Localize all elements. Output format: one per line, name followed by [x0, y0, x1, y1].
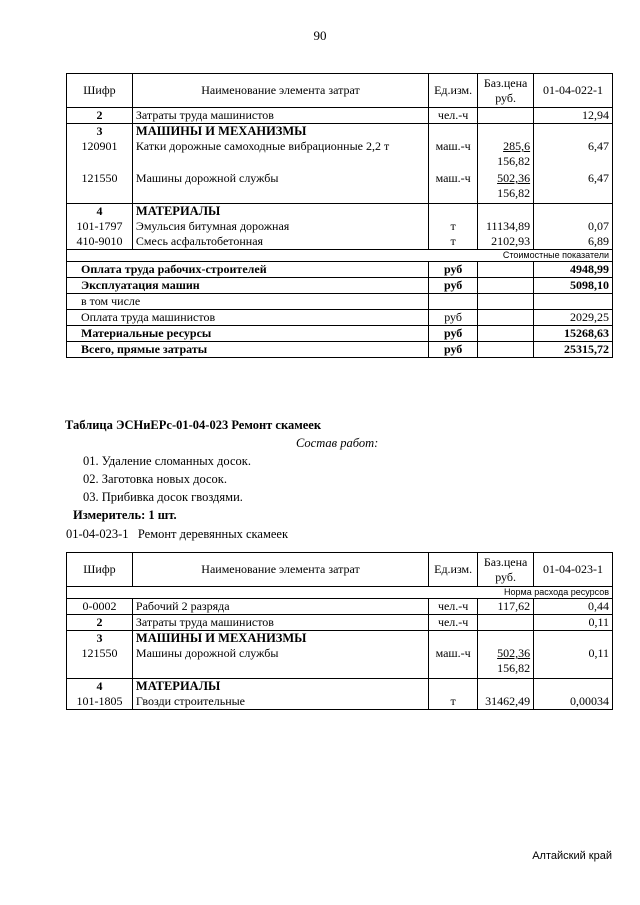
row-price — [478, 646, 534, 679]
table-title: Таблица ЭСНиЕРс-01-04-023 Ремонт скамеек — [65, 418, 322, 432]
price-base: 502,36 — [497, 646, 531, 660]
cost-table-1 — [66, 73, 613, 358]
work-item: 02. Заготовка новых досок. — [83, 472, 228, 486]
table-row — [67, 171, 613, 204]
cost-table-2 — [66, 552, 613, 710]
row-code: 121550 — [67, 646, 133, 679]
total-label: Оплата труда рабочих-строителей — [67, 262, 429, 278]
subheader-row — [67, 250, 613, 262]
header-norm: 01-04-022-1 — [534, 74, 613, 108]
row-price — [478, 108, 534, 124]
table-row — [67, 599, 613, 615]
table-row — [67, 219, 613, 234]
footer-region: Алтайский край — [532, 850, 612, 862]
total-value: 15268,63 — [534, 326, 613, 342]
table-header-row — [67, 553, 613, 587]
row-price — [478, 171, 534, 204]
table-row — [67, 694, 613, 710]
total-row — [67, 262, 613, 278]
row-code: 4 — [67, 679, 133, 695]
row-code: 121550 — [67, 171, 133, 204]
total-label: Материальные ресурсы — [67, 326, 429, 342]
row-value: 6,47 — [534, 139, 613, 171]
row-unit: чел.-ч — [429, 599, 478, 615]
row-unit: т — [429, 694, 478, 710]
section-title: МАТЕРИАЛЫ — [132, 204, 428, 220]
row-price: 11134,89 — [478, 219, 534, 234]
header-unit: Ед.изм. — [429, 74, 478, 108]
total-value: 4948,99 — [534, 262, 613, 278]
row-name: Эмульсия битумная дорожная — [132, 219, 428, 234]
row-value: 0,00034 — [534, 694, 613, 710]
row-value: 0,07 — [534, 219, 613, 234]
row-name: Смесь асфальтобетонная — [132, 234, 428, 250]
row-name: Затраты труда машинистов — [132, 615, 428, 631]
row-code: 120901 — [67, 139, 133, 171]
total-unit: руб — [429, 326, 478, 342]
section-row — [67, 124, 613, 140]
row-code: 2 — [67, 615, 133, 631]
price-base: 502,36 — [497, 171, 531, 185]
total-label: Эксплуатация машин — [67, 278, 429, 294]
row-value: 0,11 — [534, 615, 613, 631]
row-price: 117,62 — [478, 599, 534, 615]
row-unit: чел.-ч — [429, 615, 478, 631]
table-row — [67, 139, 613, 171]
row-value: 6,89 — [534, 234, 613, 250]
page-number: 90 — [313, 28, 327, 43]
section-row — [67, 679, 613, 695]
row-name: Рабочий 2 разряда — [132, 599, 428, 615]
row-name: Гвозди строительные — [132, 694, 428, 710]
row-unit: маш.-ч — [429, 646, 478, 679]
header-name: Наименование элемента затрат — [132, 74, 428, 108]
row-unit: маш.-ч — [429, 139, 478, 171]
price-wage: 156,82 — [497, 186, 531, 200]
price-wage: 156,82 — [497, 154, 531, 168]
row-value: 0,44 — [534, 599, 613, 615]
table-header-row — [67, 74, 613, 108]
norm-code-line: 01-04-023-1 Ремонт деревянных скамеек — [66, 527, 289, 541]
row-code: 410-9010 — [67, 234, 133, 250]
subheader-row — [67, 587, 613, 599]
table-row — [67, 108, 613, 124]
price-base: 285,6 — [503, 139, 531, 153]
total-unit: руб — [429, 262, 478, 278]
cost-indicators-label: Стоимостные показатели — [67, 250, 613, 262]
row-name: Машины дорожной службы — [132, 646, 428, 679]
total-unit: руб — [429, 310, 478, 326]
row-code: 101-1797 — [67, 219, 133, 234]
section-row — [67, 631, 613, 647]
total-label: в том числе — [67, 294, 429, 310]
row-value: 6,47 — [534, 171, 613, 204]
total-value: 25315,72 — [534, 342, 613, 358]
total-label: Оплата труда машинистов — [67, 310, 429, 326]
row-unit: маш.-ч — [429, 171, 478, 204]
total-row — [67, 342, 613, 358]
row-name: Машины дорожной службы — [132, 171, 428, 204]
row-price — [478, 615, 534, 631]
row-name: Катки дорожные самоходные вибрационные 2,2 т — [132, 139, 428, 171]
total-row — [67, 294, 613, 310]
table-row — [67, 615, 613, 631]
total-unit: руб — [429, 278, 478, 294]
section-title: МАШИНЫ И МЕХАНИЗМЫ — [132, 631, 428, 647]
section-row — [67, 204, 613, 220]
header-unit: Ед.изм. — [429, 553, 478, 587]
total-value: 5098,10 — [534, 278, 613, 294]
table-row — [67, 234, 613, 250]
total-unit: руб — [429, 342, 478, 358]
row-code: 2 — [67, 108, 133, 124]
work-item: 03. Прибивка досок гвоздями. — [83, 490, 243, 504]
row-price: 2102,93 — [478, 234, 534, 250]
total-row — [67, 326, 613, 342]
header-name: Наименование элемента затрат — [132, 553, 428, 587]
row-code: 101-1805 — [67, 694, 133, 710]
total-row — [67, 278, 613, 294]
row-value: 0,11 — [534, 646, 613, 679]
total-value: 2029,25 — [534, 310, 613, 326]
composition-heading: Состав работ: — [296, 436, 379, 450]
header-code: Шифр — [67, 74, 133, 108]
header-code: Шифр — [67, 553, 133, 587]
row-code: 0-0002 — [67, 599, 133, 615]
row-price: 31462,49 — [478, 694, 534, 710]
row-unit: т — [429, 234, 478, 250]
total-row — [67, 310, 613, 326]
work-item: 01. Удаление сломанных досок. — [83, 454, 251, 468]
total-label: Всего, прямые затраты — [67, 342, 429, 358]
row-unit: т — [429, 219, 478, 234]
header-price: Баз.цена руб. — [478, 74, 534, 108]
row-name: Затраты труда машинистов — [132, 108, 428, 124]
header-price: Баз.цена руб. — [478, 553, 534, 587]
price-wage: 156,82 — [497, 661, 531, 675]
table-row — [67, 646, 613, 679]
header-norm: 01-04-023-1 — [534, 553, 613, 587]
row-unit: чел.-ч — [429, 108, 478, 124]
row-code: 3 — [67, 631, 133, 647]
resource-norm-label: Норма расхода ресурсов — [67, 587, 613, 599]
measurement-unit: Измеритель: 1 шт. — [73, 508, 177, 522]
row-price — [478, 139, 534, 171]
section-title: МАТЕРИАЛЫ — [132, 679, 428, 695]
row-code: 3 — [67, 124, 133, 140]
row-code: 4 — [67, 204, 133, 220]
row-value: 12,94 — [534, 108, 613, 124]
section-title: МАШИНЫ И МЕХАНИЗМЫ — [132, 124, 428, 140]
